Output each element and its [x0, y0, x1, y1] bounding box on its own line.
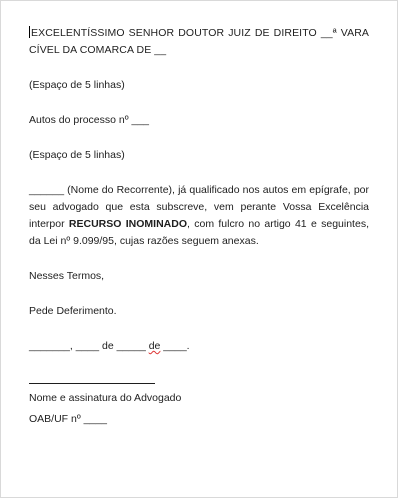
date-line [29, 338, 369, 355]
spacer [29, 94, 369, 112]
spacer [29, 129, 369, 147]
spacer [29, 285, 369, 303]
signature-name: Nome e assinatura do Advogado [29, 392, 182, 404]
oab-number: OAB/UF nº ____ [29, 413, 107, 425]
case-number: Autos do processo nº ___ [29, 114, 149, 126]
body-bold: RECURSO INOMINADO [68, 218, 187, 230]
closing-line-1: Nesses Termos, [29, 270, 105, 282]
spacer [29, 250, 369, 268]
spacer [29, 320, 369, 338]
signature-line [29, 383, 155, 384]
document-heading [29, 25, 369, 59]
space-note-1: (Espaço de 5 linhas) [29, 79, 125, 91]
text-cursor [29, 26, 30, 38]
body-prefix: ______ (Nome do Recorrente), já qualificado nos autos em epígrafe, por seu advogado que esta subscreve, vem perante Vossa Excelência interpor [29, 184, 369, 230]
spacer [29, 59, 369, 77]
spacer [29, 164, 369, 182]
date-line-de: de [148, 340, 161, 352]
date-line-part2: ____. [160, 340, 190, 352]
body-suffix: , com fulcro no artigo 41 e seguintes, da Lei nº 9.099/95, cujas razões seguem anexas. [29, 218, 369, 247]
closing-line-2: Pede Deferimento. [29, 305, 117, 317]
heading-text: EXCELENTÍSSIMO SENHOR DOUTOR JUIZ DE DIREITO __ª VARA CÍVEL DA COMARCA DE __ [29, 27, 369, 56]
body-paragraph [29, 182, 369, 250]
document-content [29, 25, 369, 428]
space-note-2: (Espaço de 5 linhas) [29, 149, 125, 161]
date-line-part1: _______, ____ de _____ [29, 340, 149, 352]
